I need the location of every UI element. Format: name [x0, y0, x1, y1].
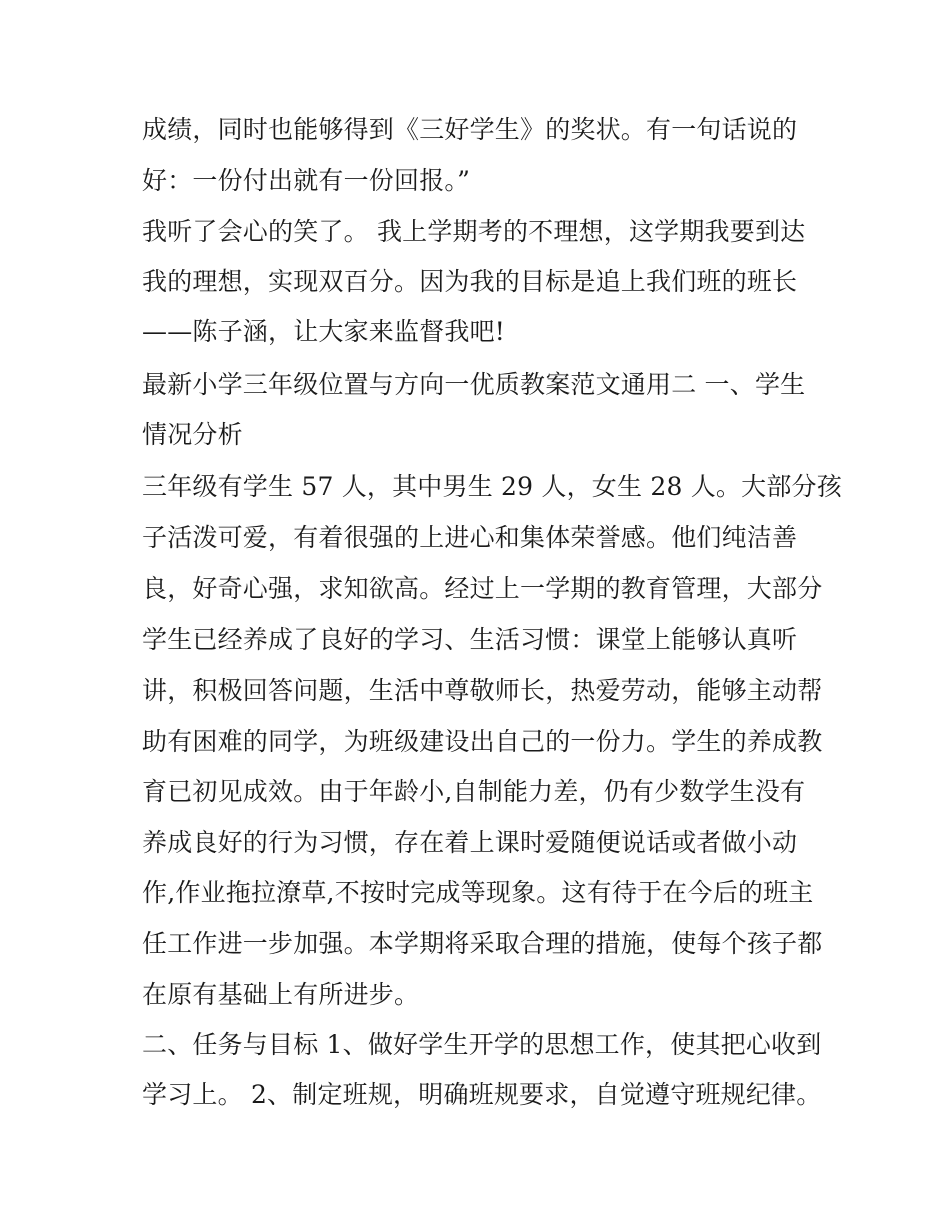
text-line: 任工作进一步加强。本学期将采取合理的措施，使每个孩子都 [142, 929, 823, 958]
text-line: 子活泼可爱，有着很强的上进心和集体荣誉感。他们纯洁善 [142, 523, 798, 552]
text-line: 我听了会心的笑了。 我上学期考的不理想，这学期我要到达 [142, 217, 806, 246]
text-line: 我的理想，实现双百分。因为我的目标是追上我们班的班长 [142, 267, 798, 296]
text-line: 育已初见成效。由于年龄小,自制能力差，仍有少数学生没有 [142, 777, 806, 806]
text-line: 成绩，同时也能够得到《三好学生》的奖状。有一句话说的 [142, 115, 798, 144]
section-heading-line: 情况分析 [142, 420, 243, 449]
text-line: 在原有基础上有所进步。 [142, 980, 420, 1009]
text-line: 良，好奇心强，求知欲高。经过上一学期的教育管理，大部分 [142, 574, 823, 603]
text-line: 讲，积极回答问题，生活中尊敬师长，热爱劳动，能够主动帮 [142, 676, 823, 705]
text-line: 三年级有学生 57 人，其中男生 29 人，女生 28 人。大部分孩 [142, 472, 842, 501]
text-line: 助有困难的同学，为班级建设出自己的一份力。学生的养成教 [142, 727, 823, 756]
section-heading-line: 最新小学三年级位置与方向一优质教案范文通用二 一、学生 [142, 370, 806, 399]
text-line: 养成良好的行为习惯，存在着上课时爱随便说话或者做小动 [142, 828, 798, 857]
text-line: 学习上。 2、制定班规，明确班规要求，自觉遵守班规纪律。 [142, 1080, 822, 1109]
text-line: 学生已经养成了良好的学习、生活习惯：课堂上能够认真听 [142, 625, 798, 654]
text-line: 好：一份付出就有一份回报。” [142, 166, 471, 195]
text-line: ——陈子涵，让大家来监督我吧! [142, 317, 506, 346]
text-line: 作,作业拖拉潦草,不按时完成等现象。这有待于在今后的班主 [142, 878, 814, 907]
text-line: 二、任务与目标 1、做好学生开学的思想工作，使其把心收到 [142, 1030, 822, 1059]
